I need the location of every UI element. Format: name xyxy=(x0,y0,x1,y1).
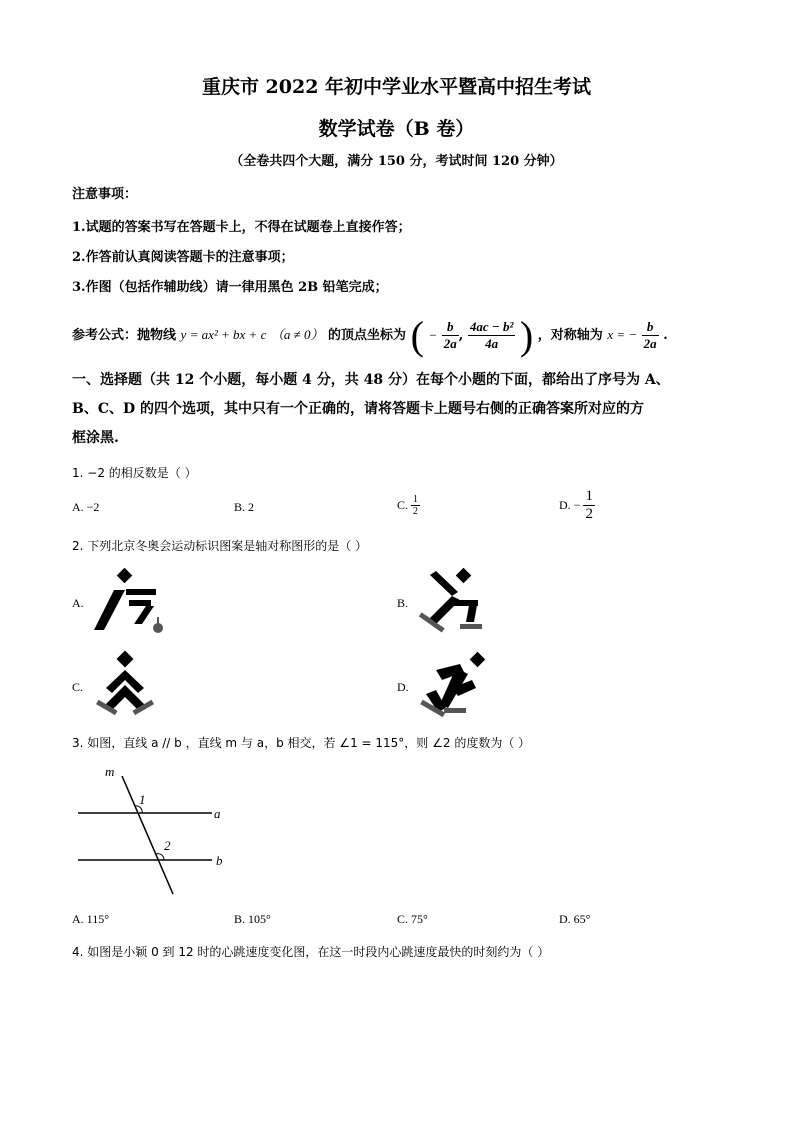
question-2-stem: 2. 下列北京冬奥会运动标识图案是轴对称图形的是（ ） xyxy=(72,539,368,553)
formula-axis-lhs: x = − xyxy=(607,327,638,342)
vertex-x-fraction: $\frac{b}{2a}$ xyxy=(443,319,457,351)
exam-subtitle: 数学试卷（B 卷） xyxy=(318,118,475,140)
q1-option-c: C. $\frac{1}{2}$ xyxy=(397,494,419,517)
q3-option-b: B. 105° xyxy=(234,912,271,926)
question-4-stem: 4. 如图是小颖 0 到 12 时的心跳速度变化图，在这一时段内心跳速度最快的时刻约为（ ） xyxy=(72,945,550,959)
formula-vertex-text: 的顶点坐标为 xyxy=(328,328,407,343)
q2-option-b-label: B. xyxy=(397,596,409,610)
notes-heading: 注意事项： xyxy=(72,187,138,202)
vertex-y-fraction: $\frac{\text{4ac − b²}}{4a}$ xyxy=(469,319,514,351)
q1-option-a: A. −2 xyxy=(72,500,100,514)
formula-prefix: 参考公式：抛物线 xyxy=(72,328,177,343)
q3-option-d: D. 65° xyxy=(559,912,591,926)
note-item-2: 2.作答前认真阅读答题卡的注意事项； xyxy=(72,250,294,265)
label-2: 2 xyxy=(164,838,171,853)
label-a: a xyxy=(214,806,221,821)
label-b: b xyxy=(216,853,223,868)
section-1-instructions: 一、选择题（共 12 个小题，每小题 4 分，共 48 分）在每个小题的下面，都给出了序号为 A、 B、C、D 的四个选项，其中只有一个正确的，请将答题卡上题号右侧的正确答案所对应的方 框涂黑. xyxy=(72,372,670,446)
label-m: m xyxy=(105,764,115,779)
question-1-stem: 1. −2 的相反数是（ ） xyxy=(72,466,197,480)
question-3-stem: 3. 如图，直线 a // b ，直线 m 与 a，b 相交，若 ∠1 = 115°，则 ∠2 的度数为（ ） xyxy=(72,736,531,750)
q3-option-c: C. 75° xyxy=(397,912,428,926)
q1-option-b: B. 2 xyxy=(234,500,255,514)
q1-option-d: D. − $\frac{1}{2}$ xyxy=(559,488,593,522)
q2-option-d-pictogram-icon xyxy=(416,650,496,722)
q2-option-c-label: C. xyxy=(72,680,84,694)
q2-option-a-pictogram-icon xyxy=(92,566,172,638)
q3-parallel-lines-figure xyxy=(72,760,242,900)
q2-option-d-label: D. xyxy=(397,680,409,694)
formula-parabola: y = ax² + bx + c xyxy=(180,327,267,342)
q3-option-a: A. 115° xyxy=(72,912,110,926)
line-m xyxy=(122,776,173,894)
q2-option-b-pictogram-icon xyxy=(416,566,496,638)
axis-fraction: $\frac{b}{2a}$ xyxy=(643,319,657,351)
exam-info: （全卷共四个大题，满分 150 分，考试时间 120 分钟） xyxy=(230,154,563,169)
exam-title: 重庆市 2022 年初中学业水平暨高中招生考试 xyxy=(201,76,592,98)
q2-option-a-label: A. xyxy=(72,596,84,610)
note-item-3: 3.作图（包括作辅助线）请一律用黑色 2B 铅笔完成； xyxy=(72,280,388,295)
label-1: 1 xyxy=(139,792,146,807)
note-item-1: 1.试题的答案书写在答题卡上，不得在试题卷上直接作答； xyxy=(72,220,411,235)
formula-condition: （a ≠ 0） xyxy=(270,327,324,342)
reference-formula: 参考公式：抛物线 y = ax² + bx + c （a ≠ 0） 的顶点坐标为 ( − $\frac{b}{2a}$ , $\frac{\text{4ac − b²}}{4a}$ ) ，对称轴为 x = − $\frac{b}{2a}$ . xyxy=(72,313,668,358)
q2-option-c-pictogram-icon xyxy=(92,650,162,722)
formula-axis-text: ，对称轴为 xyxy=(537,328,603,343)
